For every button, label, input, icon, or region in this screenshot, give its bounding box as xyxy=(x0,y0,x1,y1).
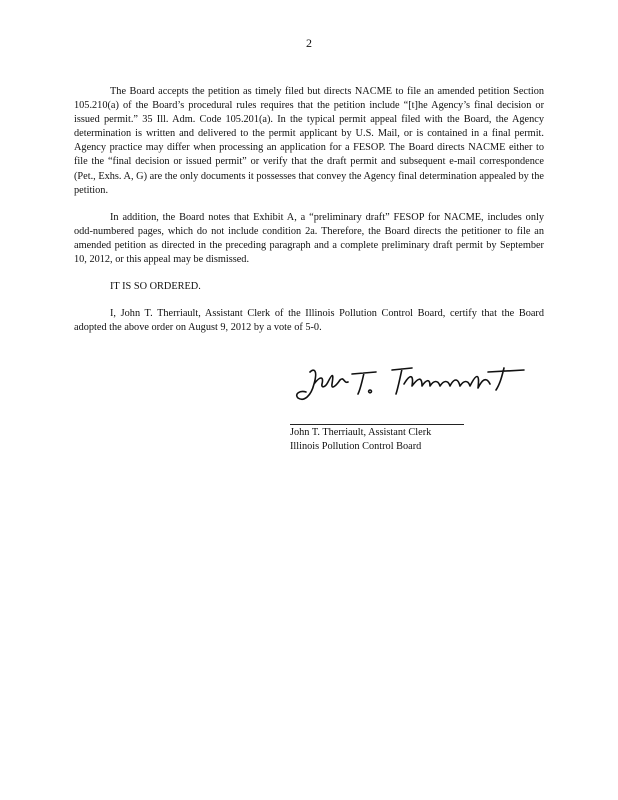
order-body xyxy=(74,85,544,335)
page-number: 2 xyxy=(306,36,312,50)
signer-block xyxy=(290,426,431,454)
paragraph-petition-amendment: The Board accepts the petition as timely filed but directs NACME to file an amended petition Section 105.210(a) of the Board’s procedural rules requires that the petition include “[t]he Agency’s final decision or issued permit.” 35 Ill. Adm. Code 105.201(a). In the typical permit appeal filed with the Board, the Agency determination is written and delivered to the permit applicant by U.S. Mail, or is contained in a final permit. Agency practice may differ when processing an application for a FESOP. The Board directs NACME either to file the “final decision or issued permit” or verify that the draft permit and subsequent e-mail correspondence (Pet., Exhs. A, G) are the only documents it possesses that convey the Agency final determination appealed by the petition. xyxy=(74,86,544,196)
signature-line xyxy=(290,424,464,425)
paragraph-certification: I, John T. Therriault, Assistant Clerk of the Illinois Pollution Control Board, certify that the Board adopted the above order on August 9, 2012 by a vote of 5-0. xyxy=(74,308,544,334)
paragraph-so-ordered: IT IS SO ORDERED. xyxy=(110,281,201,293)
paragraph-exhibit-a: In addition, the Board notes that Exhibit A, a “preliminary draft” FESOP for NACME, includes only odd-numbered pages, which do not include condition 2a. Therefore, the Board directs the petitioner to file an amended petition as directed in the preceding paragraph and a complete preliminary draft permit by September 10, 2012, or this appeal may be dismissed. xyxy=(74,211,544,266)
signer-name-title: John T. Therriault, Assistant Clerk xyxy=(290,427,432,438)
signer-organization: Illinois Pollution Control Board xyxy=(290,441,422,452)
handwritten-signature xyxy=(292,362,532,410)
